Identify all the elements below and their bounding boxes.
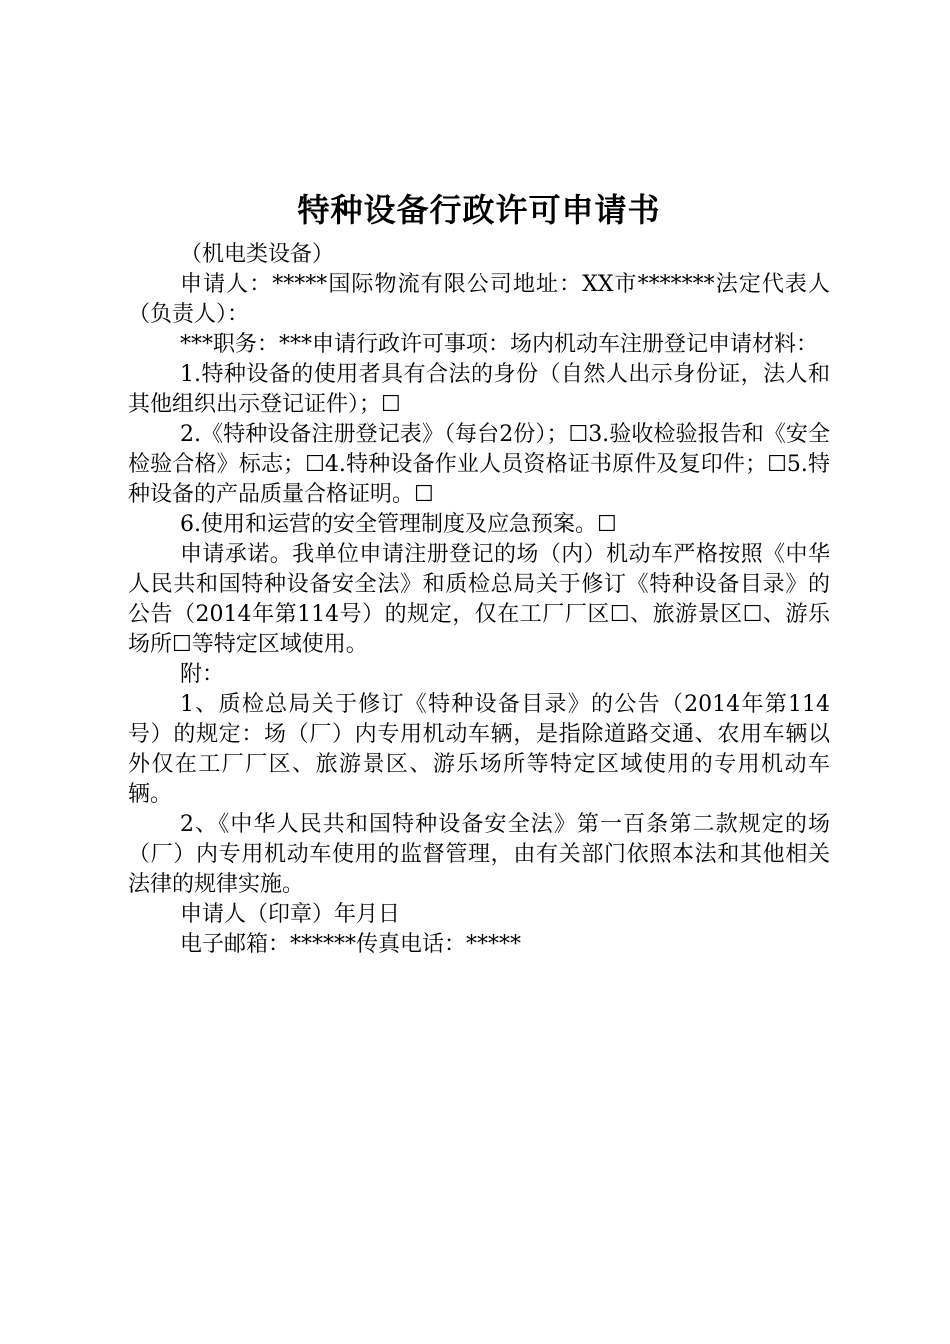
material-item-6: 6.使用和运营的安全管理制度及应急预案。☐ <box>180 512 617 537</box>
material-item-1: 1.特种设备的使用者具有合法的身份（自然人出示身份证，法人和其他组织出示登记证件）；☐ <box>128 362 830 417</box>
applicant-info: 申请人：*****国际物流有限公司地址：XX市*******法定代表人（负责人）： <box>128 272 830 327</box>
signature-line: 申请人（印章）年月日 <box>180 902 401 927</box>
position-and-item: ***职务：***申请行政许可事项：场内机动车注册登记申请材料： <box>180 332 819 357</box>
contact-line: 电子邮箱：******传真电话：***** <box>180 932 522 957</box>
document-title: 特种设备行政许可申请书 <box>297 191 661 229</box>
category-note: （机电类设备） <box>180 242 335 267</box>
appendix-heading: 附： <box>180 662 225 687</box>
application-commitment: 申请承诺。我单位申请注册登记的场（内）机动车严格按照《中华人民共和国特种设备安全法》和质检总局关于修订《特种设备目录》的公告（2014年第114号）的规定，仅在工厂厂区☐、旅游景区☐、游乐场所☐等特定区域使用。 <box>128 542 830 657</box>
material-items-2-5: 2.《特种设备注册登记表》（每台2份）；☐3.验收检验报告和《安全检验合格》标志；☐4.特种设备作业人员资格证书原件及复印件；☐5.特种设备的产品质量合格证明。☐ <box>128 422 830 507</box>
appendix-item-1: 1、质检总局关于修订《特种设备目录》的公告（2014年第114号）的规定：场（厂）内专用机动车辆，是指除道路交通、农用车辆以外仅在工厂厂区、旅游景区、游乐场所等特定区域使用的专用机动车辆。 <box>128 692 830 807</box>
appendix-item-2: 2、《中华人民共和国特种设备安全法》第一百条第二款规定的场（厂）内专用机动车使用的监督管理，由有关部门依照本法和其他相关法律的规律实施。 <box>128 812 830 897</box>
document-page <box>128 182 830 960</box>
